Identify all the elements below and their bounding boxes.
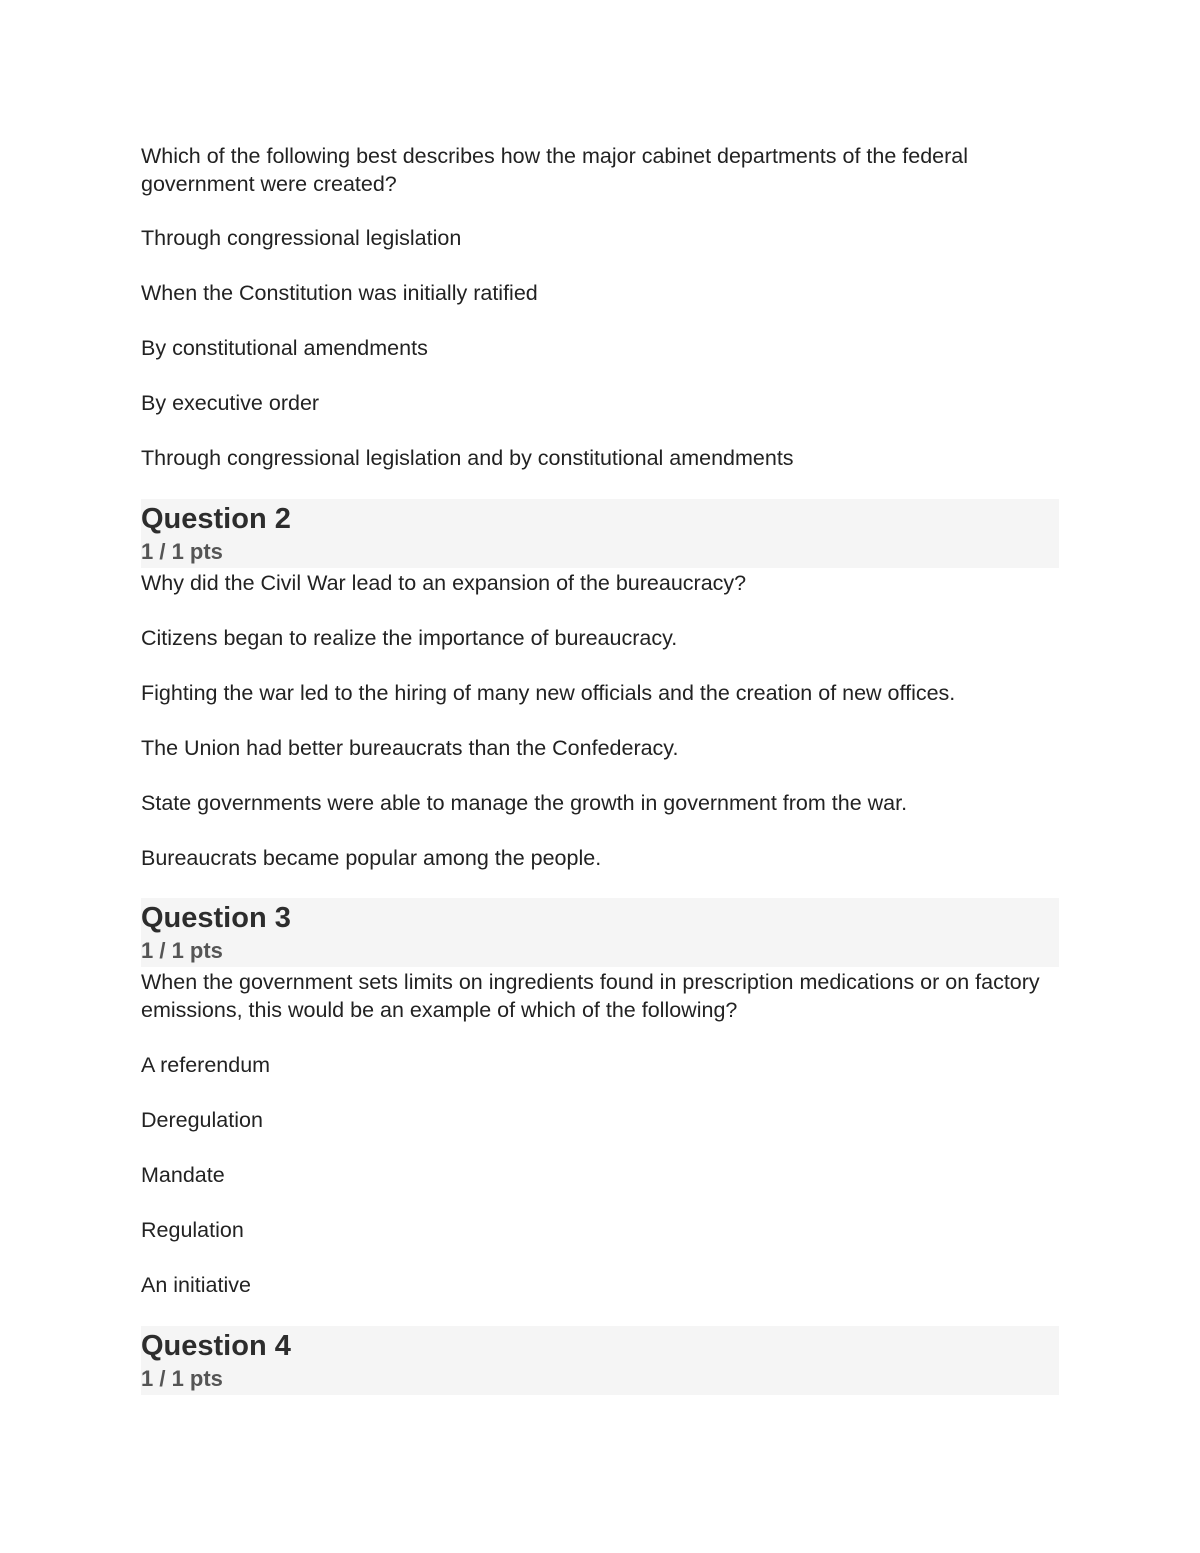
question-1-text: Which of the following best describes how the major cabinet departments of the federal government were created? xyxy=(141,144,969,196)
question-2-answer-3: The Union had better bureaucrats than the Confederacy. xyxy=(141,736,679,760)
question-2-answer-2: Fighting the war led to the hiring of many new officials and the creation of new offices. xyxy=(141,681,956,705)
question-1-answer-2: When the Constitution was initially ratified xyxy=(141,281,538,305)
question-2-points: 1 / 1 pts xyxy=(141,539,223,564)
question-3-answer-2: Deregulation xyxy=(141,1108,263,1132)
question-3-title: Question 3 xyxy=(141,902,291,934)
question-1-answer-4: By executive order xyxy=(141,391,320,415)
question-3-answer-4: Regulation xyxy=(141,1218,244,1242)
question-2-answer-5: Bureaucrats became popular among the people. xyxy=(141,846,602,870)
question-4-points: 1 / 1 pts xyxy=(141,1366,223,1391)
question-3-text: When the government sets limits on ingredients found in prescription medications or on factory emissions, this would be an example of which of the following? xyxy=(141,970,1040,1022)
question-3-header xyxy=(141,898,1059,967)
question-4-title: Question 4 xyxy=(141,1330,291,1362)
question-2-title: Question 2 xyxy=(141,503,291,535)
question-3-answer-1: A referendum xyxy=(141,1053,271,1077)
document-page xyxy=(141,0,1059,1553)
question-1-answer-3: By constitutional amendments xyxy=(141,336,428,360)
question-2-header xyxy=(141,499,1059,568)
question-2-answer-1: Citizens began to realize the importance of bureaucracy. xyxy=(141,626,678,650)
question-2-text: Why did the Civil War lead to an expansion of the bureaucracy? xyxy=(141,571,747,595)
question-2-answer-4: State governments were able to manage the growth in government from the war. xyxy=(141,791,908,815)
question-3-answer-3: Mandate xyxy=(141,1163,225,1187)
question-1-answer-5: Through congressional legislation and by constitutional amendments xyxy=(141,446,794,470)
question-4-header xyxy=(141,1326,1059,1395)
question-3-answer-5: An initiative xyxy=(141,1273,251,1297)
question-3-points: 1 / 1 pts xyxy=(141,938,223,963)
question-1-answer-1: Through congressional legislation xyxy=(141,226,462,250)
